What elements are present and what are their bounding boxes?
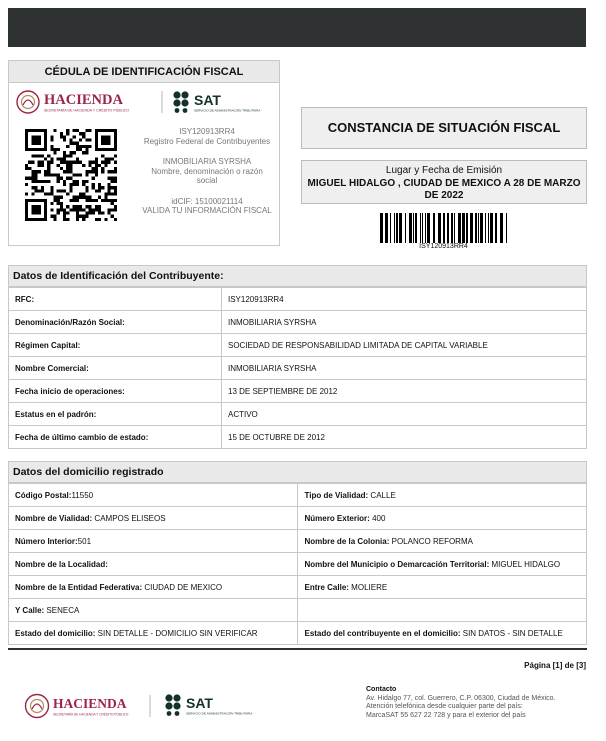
field-label: Nombre de Vialidad: <box>15 513 93 523</box>
field-cell <box>9 484 298 507</box>
field-value: SENECA <box>44 605 80 615</box>
field-value: SIN DATOS - SIN DETALLE <box>460 628 563 638</box>
hacienda-logo-sub: SECRETARÍA DE HACIENDA Y CRÉDITO PÚBLICO <box>44 108 130 113</box>
page-total: [3] <box>576 661 586 670</box>
field-cell <box>298 622 587 645</box>
field-label: Y Calle: <box>15 605 45 615</box>
field-label: Estatus en el padrón: <box>9 403 222 426</box>
footer-hacienda-text: HACIENDA <box>53 696 127 711</box>
field-label: Nombre de la Localidad: <box>15 559 108 569</box>
table-row <box>9 507 587 530</box>
sat-logo-sub: SERVICIO DE ADMINISTRACIÓN TRIBUTARIA <box>194 108 261 113</box>
contacto-line: Atención telefónica desde cualquier parte del país: <box>366 703 523 710</box>
domicilio-table <box>8 483 587 645</box>
field-cell <box>9 576 298 599</box>
field-value: INMOBILIARIA SYRSHA <box>222 311 587 334</box>
field-cell <box>298 507 587 530</box>
contacto-title: Contacto <box>366 686 397 693</box>
field-cell <box>9 599 298 622</box>
field-cell <box>298 553 587 576</box>
field-value: MOLIERE <box>348 582 388 592</box>
cedula-logos <box>15 89 277 115</box>
field-value: CALLE <box>368 490 396 500</box>
field-value: 501 <box>77 536 92 546</box>
contacto-line: MarcaSAT 55 627 22 728 y para el exterior del país <box>366 711 526 719</box>
field-value: SOCIEDAD DE RESPONSABILIDAD LIMITADA DE CAPITAL VARIABLE <box>222 334 587 357</box>
contacto-line: Av. Hidalgo 77, col. Guerrero, C.P. 06300, Ciudad de México. <box>366 694 556 702</box>
qr-code <box>25 129 117 221</box>
table-row <box>9 530 587 553</box>
field-label: Fecha inicio de operaciones: <box>9 380 222 403</box>
field-cell <box>9 507 298 530</box>
footer-rule <box>8 648 587 650</box>
table-row <box>9 288 587 311</box>
cedula-rfc-value: ISY120913RR4 <box>179 127 235 136</box>
field-label: Fecha de último cambio de estado: <box>9 426 222 449</box>
field-value: 13 DE SEPTIEMBRE DE 2012 <box>222 380 587 403</box>
barcode <box>380 213 507 243</box>
field-label: Estado del domicilio: <box>15 628 96 638</box>
field-value: MIGUEL HIDALGO <box>489 559 561 569</box>
field-cell <box>9 622 298 645</box>
hacienda-logo <box>15 89 165 115</box>
page-current: [1] <box>552 661 563 670</box>
field-label: Nombre de la Colonia: <box>304 536 390 546</box>
table-row <box>9 426 587 449</box>
field-cell <box>298 576 587 599</box>
field-value: 15 DE OCTUBRE DE 2012 <box>222 426 587 449</box>
cedula-rfc-label: Registro Federal de Contribuyentes <box>143 136 271 146</box>
table-row <box>9 622 587 645</box>
table-row <box>9 311 587 334</box>
table-row <box>9 484 587 507</box>
footer-sat-logo <box>164 693 272 717</box>
field-value: INMOBILIARIA SYRSHA <box>222 357 587 380</box>
table-row <box>9 576 587 599</box>
field-label: Denominación/Razón Social: <box>9 311 222 334</box>
page-label: Página <box>524 661 551 670</box>
footer-sat-text: SAT <box>186 695 213 711</box>
constancia-title: CONSTANCIA DE SITUACIÓN FISCAL <box>301 107 587 149</box>
cedula-idcif-label: VALIDA TU INFORMACIÓN FISCAL <box>142 206 272 215</box>
field-value: ACTIVO <box>222 403 587 426</box>
cedula-title: CÉDULA DE IDENTIFICACIÓN FISCAL <box>9 61 279 83</box>
field-label: Nombre del Municipio o Demarcación Territorial: <box>304 559 490 569</box>
footer-hacienda-logo <box>24 692 152 720</box>
table-row <box>9 357 587 380</box>
contacto-block <box>366 686 588 720</box>
cedula-idcif-value: idCIF: 15100021114 <box>171 196 243 206</box>
field-label: Número Exterior: <box>304 513 370 523</box>
footer-sat-sub: SERVICIO DE ADMINISTRACIÓN TRIBUTARIA <box>186 711 253 716</box>
field-value: ISY120913RR4 <box>222 288 587 311</box>
field-cell <box>298 484 587 507</box>
field-label: RFC: <box>9 288 222 311</box>
field-label: Estado del contribuyente en el domicilio: <box>304 628 461 638</box>
field-cell <box>298 530 587 553</box>
cedula-name-label: Nombre, denominación o razón social <box>151 166 263 185</box>
table-row <box>9 380 587 403</box>
field-cell <box>298 599 587 622</box>
field-cell <box>9 553 298 576</box>
field-label: Régimen Capital: <box>9 334 222 357</box>
field-value: 11550 <box>71 490 94 500</box>
footer-hacienda-sub: SECRETARÍA DE HACIENDA Y CRÉDITO PÚBLICO <box>53 712 129 717</box>
field-label: Nombre Comercial: <box>9 357 222 380</box>
field-cell <box>9 530 298 553</box>
lugar-fecha-box <box>301 160 587 204</box>
page-indicator <box>472 661 586 670</box>
table-row <box>9 334 587 357</box>
field-label: Tipo de Vialidad: <box>304 490 369 500</box>
table-row <box>9 553 587 576</box>
field-value: CIUDAD DE MEXICO <box>142 582 223 592</box>
table-row <box>9 403 587 426</box>
top-bar <box>8 8 586 47</box>
field-value: CAMPOS ELISEOS <box>92 513 166 523</box>
field-value: SIN DETALLE - DOMICILIO SIN VERIFICAR <box>95 628 258 638</box>
field-label: Número Interior: <box>15 536 78 546</box>
sat-logo <box>172 90 282 114</box>
identificacion-table <box>8 287 587 449</box>
lugar-label: Lugar y Fecha de Emisión <box>385 165 503 176</box>
page-of: de <box>564 661 574 670</box>
field-label: Entre Calle: <box>304 582 349 592</box>
cedula-card <box>8 60 280 246</box>
field-value: POLANCO REFORMA <box>389 536 473 546</box>
cedula-info <box>141 127 273 227</box>
identificacion-title: Datos de Identificación del Contribuyente: <box>8 265 587 287</box>
barcode-text: ISY120913RR4 <box>419 243 468 250</box>
hacienda-logo-text: HACIENDA <box>44 92 123 108</box>
lugar-value: MIGUEL HIDALGO , CIUDAD DE MEXICO A 28 DE MARZO DE 2022 <box>307 178 581 201</box>
domicilio-title: Datos del domicilio registrado <box>8 461 587 483</box>
cedula-name-value: INMOBILIARIA SYRSHA <box>162 157 252 166</box>
sat-logo-text: SAT <box>194 92 221 108</box>
field-value: 400 <box>369 513 386 523</box>
field-label: Código Postal: <box>15 490 72 500</box>
field-label: Nombre de la Entidad Federativa: <box>15 582 143 592</box>
table-row <box>9 599 587 622</box>
